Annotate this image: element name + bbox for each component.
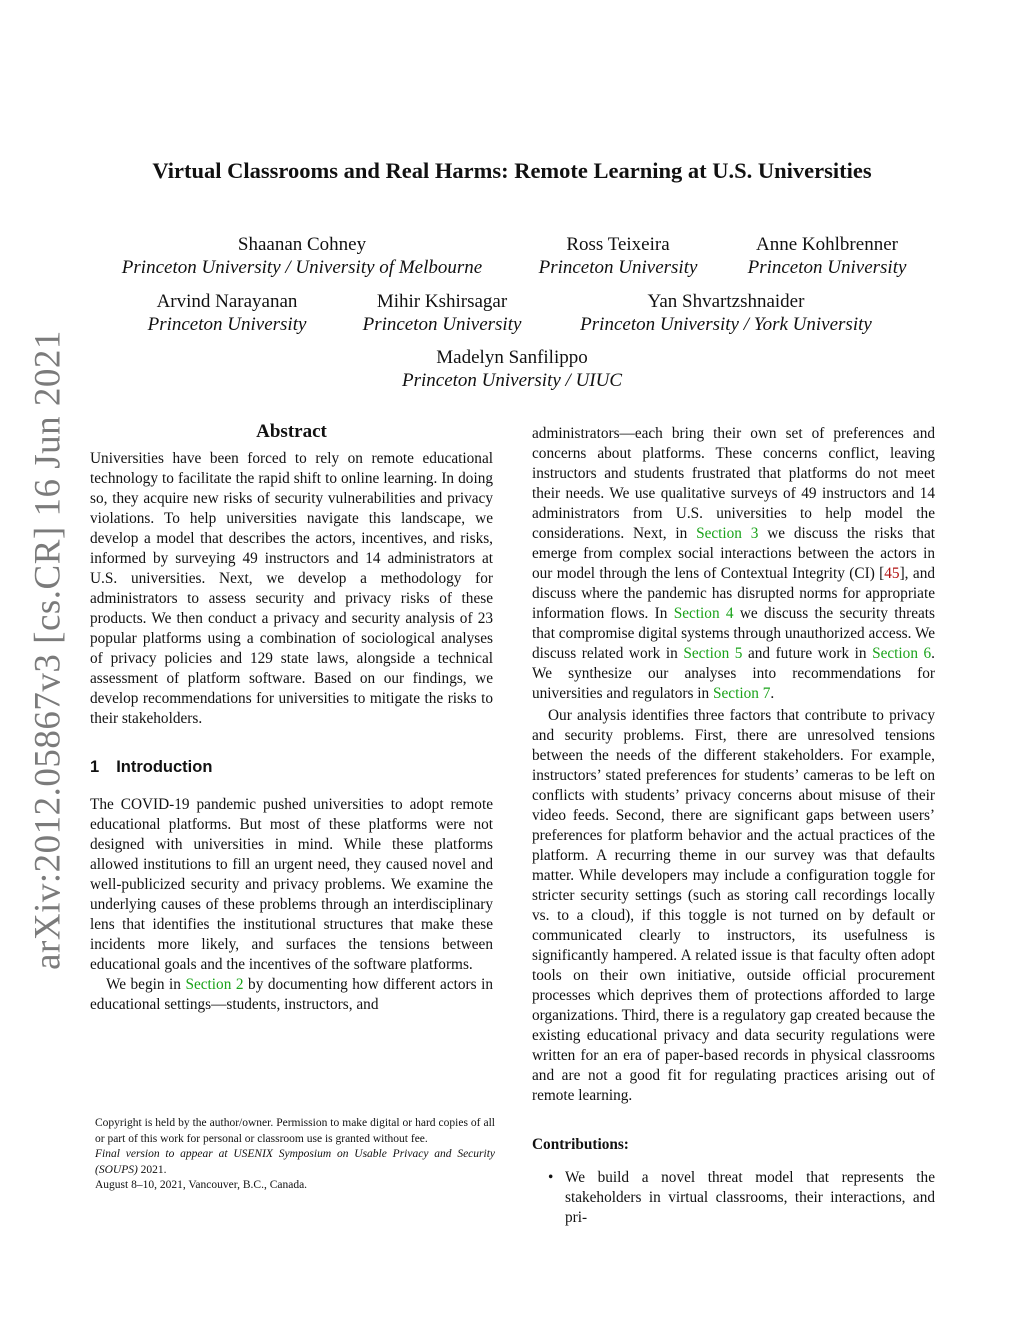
paper-title: Virtual Classrooms and Real Harms: Remote Learning at U.S. Universities: [152, 158, 872, 183]
author-block: [539, 233, 698, 279]
author-name: Shaanan Cohney: [237, 234, 367, 255]
author-affiliation: Princeton University: [747, 257, 907, 278]
section-title: Introduction: [116, 758, 213, 776]
contributions-heading: Contributions:: [532, 1136, 629, 1153]
introduction-body: [90, 795, 493, 1015]
section-6-link[interactable]: Section 6: [872, 645, 932, 662]
right-column-body: [532, 424, 935, 1106]
author-affiliation: Princeton University / UIUC: [401, 370, 623, 391]
author-block: [148, 290, 307, 336]
abstract-body: [90, 449, 493, 729]
abstract-heading: Abstract: [256, 421, 327, 442]
bullet-marker: •: [548, 1169, 554, 1186]
section-2-link[interactable]: Section 2: [185, 976, 244, 993]
list-item: [548, 1168, 935, 1228]
author-name: Mihir Kshirsagar: [376, 291, 508, 312]
author-name: Ross Teixeira: [566, 234, 670, 255]
author-affiliation: Princeton University / University of Melbourne: [121, 257, 483, 278]
author-name: Madelyn Sanfilippo: [436, 347, 588, 368]
section-5-link[interactable]: Section 5: [683, 645, 743, 662]
copyright-text: Copyright is held by the author/owner. Permission to make digital or hard copies of all or part of this work for personal or classroom use is granted without fee.: [95, 1117, 495, 1145]
analysis-paragraph: Our analysis identifies three factors that contribute to privacy and security problems. First, there are unresolved tensions between the needs of the different stakeholders. For example, instructors’ stated preferences for students’ cameras to be left on conflicts with students’ privacy concerns about misuse of their video feeds. Second, there are significant gaps between users’ preferences for platform behavior and the actual practices of the platform. A recurring theme in our survey was that defaults matter. While developers may include a configuration toggle for stricter security settings (such as storing call recordings locally vs. to a cloud), if this toggle is not turned on by default or communicated clearly to instructors, its usefulness is significantly hampered. A related issue is that faculty often adopt tools on their own initiative, outside official procurement processes which deprives them of protections afforded to large organizations. Third, there is a regulatory gap created because the existing educational privacy and data security regulations were written for an era of paper-based records in physical classrooms and are not a good fit for regulating practices arising out of remote learning.: [532, 707, 935, 1104]
author-block: [402, 346, 622, 392]
section-3-link[interactable]: Section 3: [696, 525, 759, 542]
copyright-footnote: [95, 1116, 495, 1194]
author-affiliation: Princeton University: [147, 314, 307, 335]
intro-paragraph: We begin in Section 2 by documenting how different actors in educational settings—students, instructors, and: [90, 976, 493, 1013]
author-name: Anne Kohlbrenner: [756, 234, 898, 255]
author-name: Arvind Narayanan: [156, 291, 298, 312]
section-4-link[interactable]: Section 4: [673, 605, 734, 622]
author-affiliation: Princeton University: [538, 257, 698, 278]
intro-paragraph-continued: administrators—each bring their own set of preferences and concerns about platforms. These concerns conflict, leaving instructors and students frustrated that platforms do not meet their needs. We use qualitative surveys of 49 instructors and 14 administrators from U.S. universities to help model the considerations. Next, in Section 3 we discuss the risks that emerge from complex social interactions between the actors in our model through the lens of Contextual Integrity (CI) [45], and discuss where the pandemic has disrupted norms for appropriate information flows. In Section 4 we discuss the security threats that compromise digital systems through unauthorized access. We discuss related work in Section 5 and future work in Section 6. We synthesize our analyses into recommendations for universities and regulators in Section 7.: [532, 425, 935, 702]
citation-link[interactable]: 45: [884, 565, 900, 582]
arxiv-watermark: arXiv:2012.05867v3 [cs.CR] 16 Jun 2021: [27, 330, 69, 970]
author-block: [122, 233, 482, 279]
author-block: [363, 290, 522, 336]
venue-text: Final version to appear at USENIX Symposium on Usable Privacy and Security (SOUPS) 2021.: [95, 1148, 495, 1176]
section-heading-introduction: [90, 758, 212, 777]
intro-paragraph: The COVID-19 pandemic pushed universities to adopt remote educational platforms. But most of these platforms were not designed with universities in mind. While these platforms allowed institutions to fill an urgent need, they caused novel and well-publicized security and privacy problems. We examine the underlying causes of these problems through an interdisciplinary lens that identifies the institutional structures that make these incidents more likely, and surfaces the tensions between educational goals and the incentives of the software platforms.: [90, 796, 493, 973]
section-number: 1: [90, 758, 100, 776]
section-7-link[interactable]: Section 7: [712, 685, 771, 702]
author-affiliation: Princeton University: [362, 314, 522, 335]
author-block: [748, 233, 907, 279]
abstract-text: Universities have been forced to rely on remote educational technology to facilitate the rapid shift to online learning. In doing so, they acquire new risks of security vulnerabilities and privacy violations. To help universities navigate this landscape, we develop a model that describes the actors, incentives, and risks, informed by surveying 49 instructors and 14 administrators at U.S. universities. Next, we develop a methodology for administrators to assess security and privacy risks of these products. We then conduct a privacy and security analysis of 23 popular platforms using a combination of sociological analyses of privacy policies and 129 state laws, alongside a technical assessment of platform software. Based on our findings, we develop recommendations for universities to mitigate the risks to their stakeholders.: [90, 450, 493, 727]
author-name: Yan Shvartzshnaider: [647, 291, 805, 312]
contributions-list: [548, 1168, 935, 1228]
venue-date: August 8–10, 2021, Vancouver, B.C., Canada.: [95, 1179, 308, 1191]
contribution-text: We build a novel threat model that represents the stakeholders in virtual classrooms, their interactions, and pri-: [565, 1169, 935, 1226]
author-affiliation: Princeton University / York University: [580, 314, 872, 335]
author-block: [580, 290, 872, 336]
